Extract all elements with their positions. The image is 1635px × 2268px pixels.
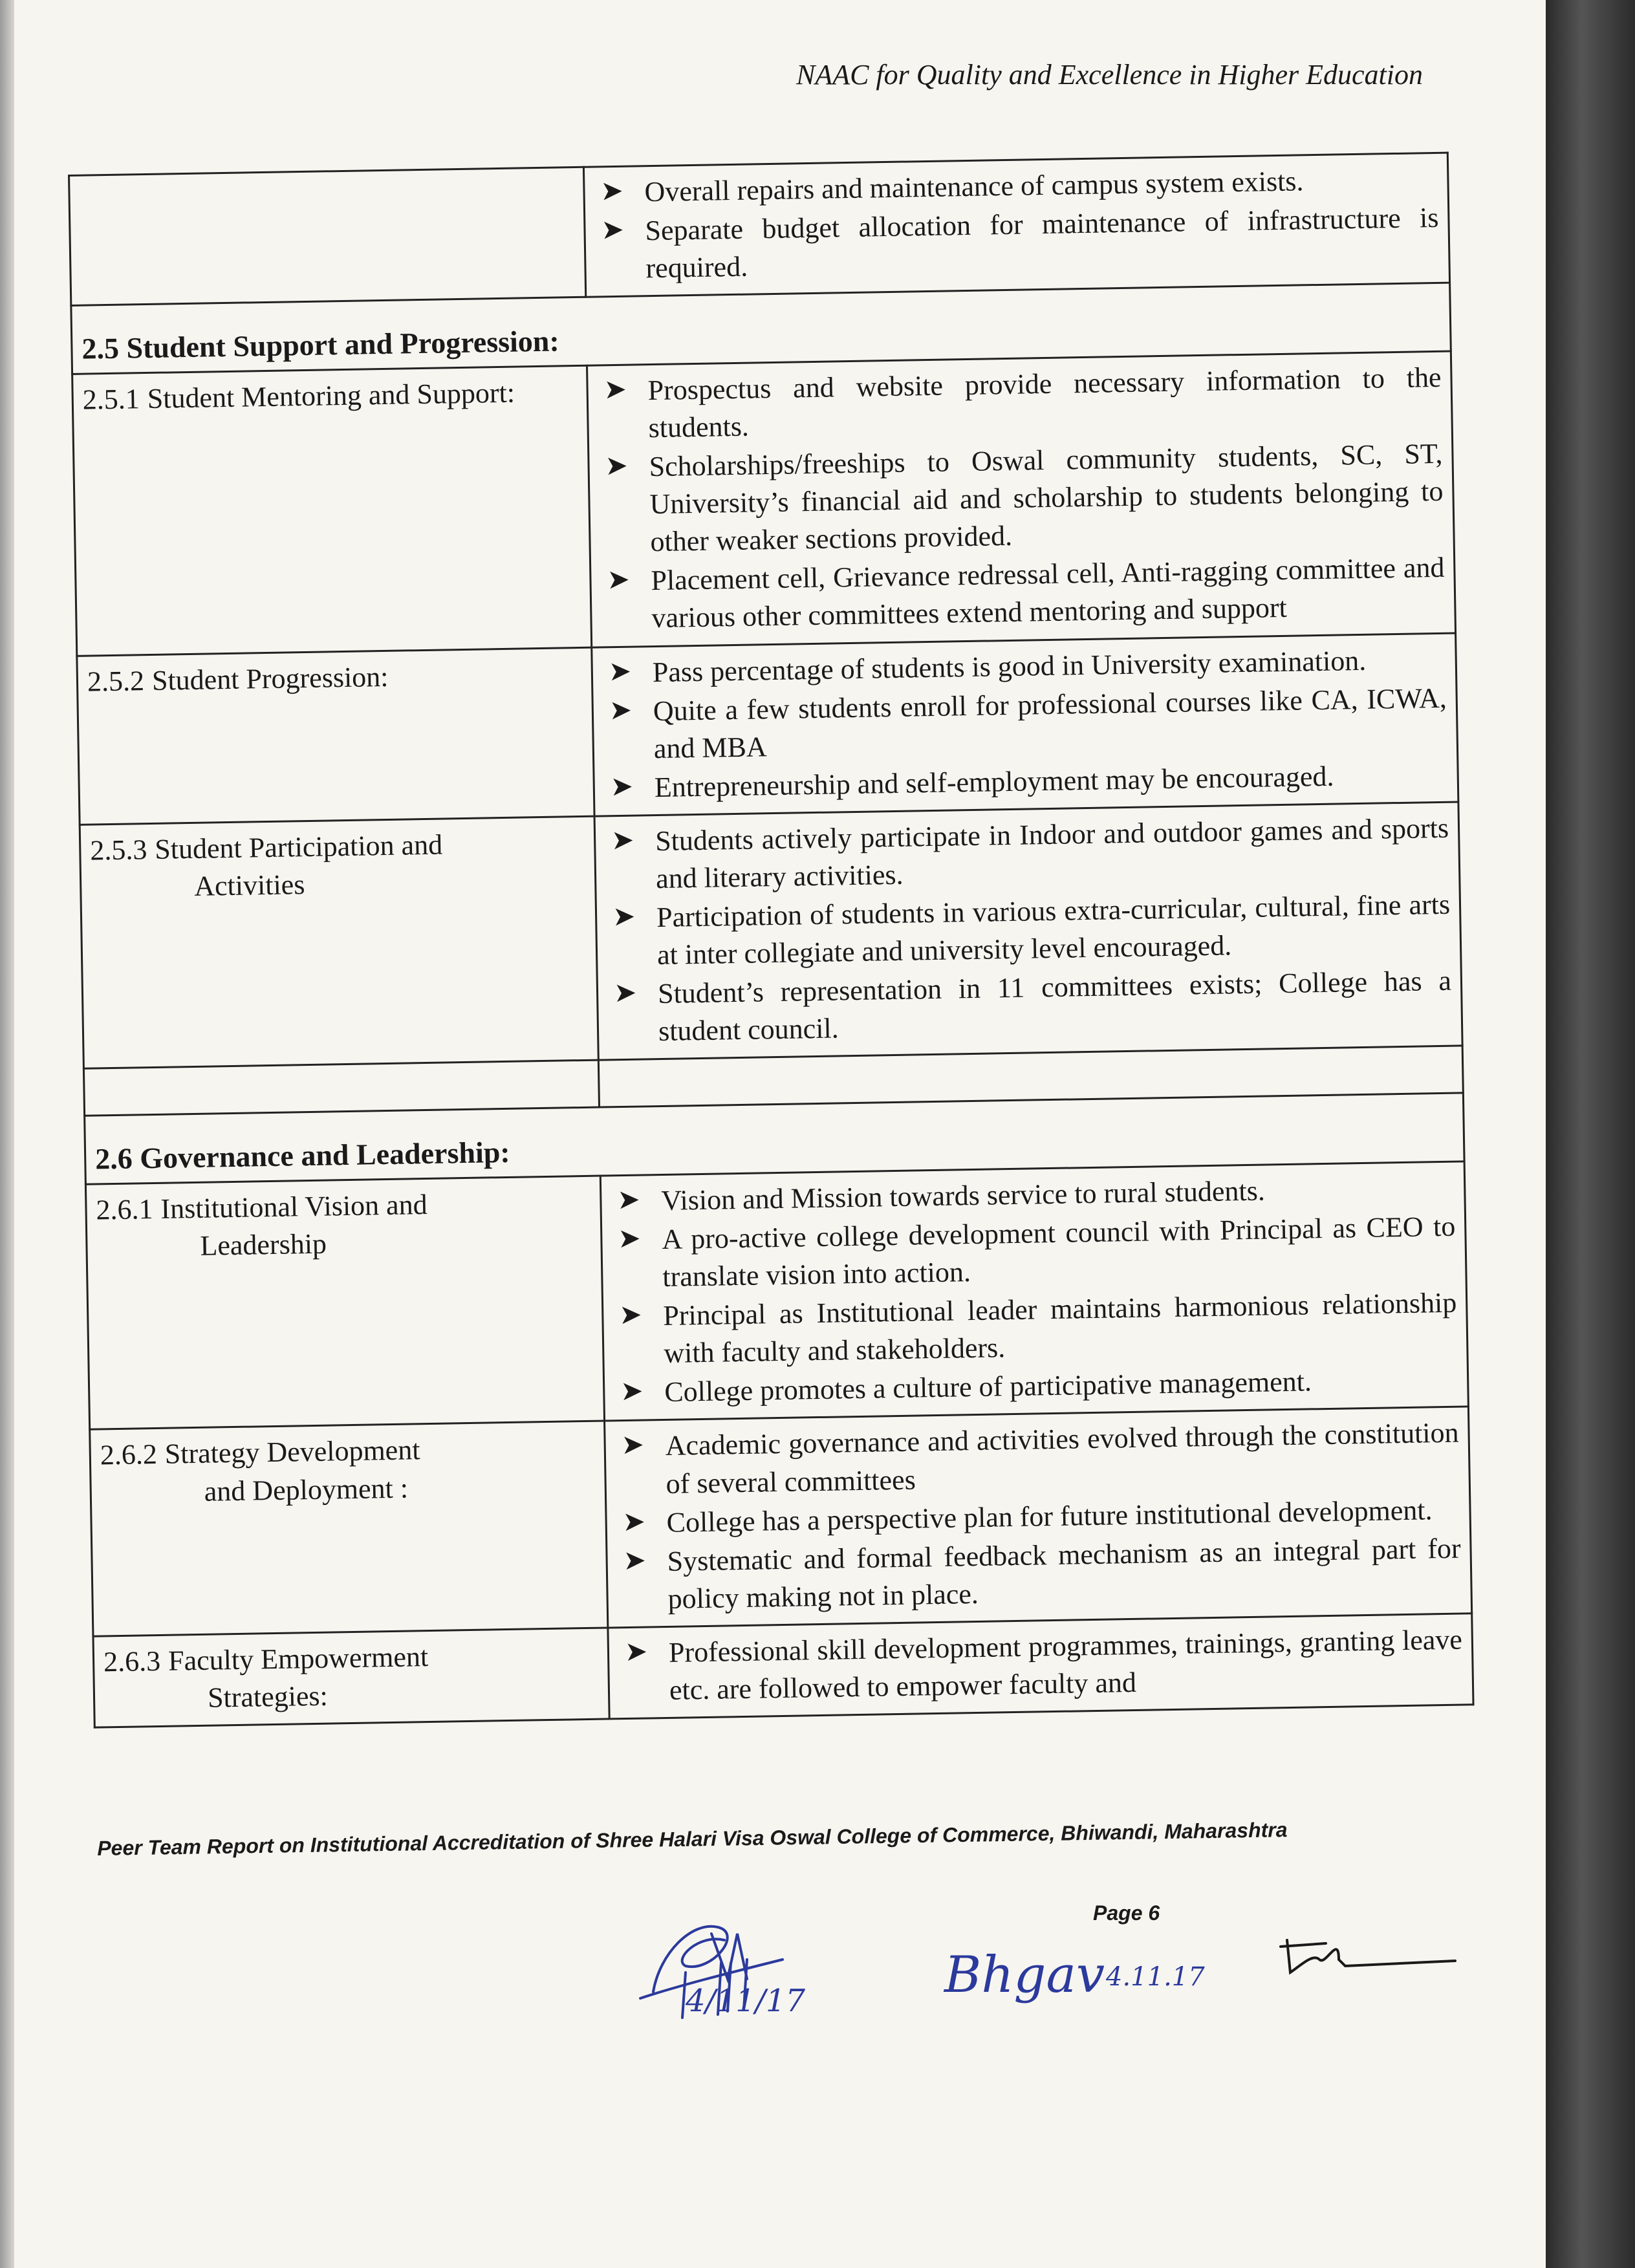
section-heading: 2.5 Student Support and Progression: [71, 283, 1451, 374]
observation-text: Separate budget allocation for maintenance of infrastructure is required. [645, 201, 1439, 285]
observation-item [612, 1284, 1458, 1374]
observation-text: Systematic and formal feedback mechanism as an integral part for policy making not in place. [667, 1532, 1461, 1615]
arrow-bullet-icon: ➤ [605, 451, 629, 482]
criterion-label: Institutional Vision and [160, 1189, 428, 1225]
arrow-bullet-icon: ➤ [617, 1185, 640, 1216]
page-binding [0, 0, 14, 2268]
observations-cell [592, 633, 1458, 816]
criterion-label-cell [77, 647, 594, 825]
criterion-number: 2.5.3 [89, 833, 147, 867]
observation-list [601, 640, 1448, 807]
criterion-label-continued: Activities [193, 868, 305, 902]
criterion-label-cell [72, 365, 592, 656]
signature-2-text: Bhgav [944, 1946, 1105, 2004]
table-row [72, 351, 1456, 656]
observation-text: Scholarships/freeships to Oswal community students, SC, ST, University’s financial aid and scholarship to students belonging to other weaker sections provided. [649, 437, 1444, 558]
criterion-number: 2.6.2 [100, 1438, 158, 1471]
observation-item [598, 435, 1444, 562]
observation-text: Placement cell, Grievance redressal cell, Anti-ragging committee and various other committees extend mentoring and support [651, 552, 1445, 634]
observation-item [602, 679, 1447, 768]
signature-2-date: 4.11.17 [1106, 1962, 1205, 1992]
signature-1-date: 4/11/17 [686, 1983, 806, 2019]
observations-cell [587, 351, 1456, 647]
observations-cell [605, 1407, 1472, 1627]
arrow-bullet-icon: ➤ [600, 176, 624, 207]
observation-list [618, 1621, 1464, 1710]
criterion-label-continued: Strategies: [207, 1679, 329, 1714]
section-heading: 2.6 Governance and Leadership: [85, 1093, 1464, 1184]
empty-cell [83, 1060, 599, 1116]
observation-text: Participation of students in various extra-curricular, cultural, fine arts at inter collegiate and university level encouraged. [656, 888, 1451, 971]
observations-cell [583, 153, 1449, 297]
observation-item [605, 810, 1450, 899]
observation-list [614, 1414, 1462, 1619]
criterion-label-continued: and Deployment : [204, 1472, 409, 1507]
observation-item [607, 962, 1453, 1052]
table-row [85, 1161, 1468, 1430]
criterion-number: 2.5.1 [82, 383, 140, 416]
criterion-number: 2.5.2 [87, 664, 145, 698]
criterion-label-cell [85, 1176, 604, 1430]
arrow-bullet-icon: ➤ [624, 1637, 648, 1667]
criterion-label: Strategy Development [164, 1434, 420, 1471]
arrow-bullet-icon: ➤ [608, 656, 632, 687]
criterion-label-cell [90, 1421, 608, 1636]
table-row [90, 1407, 1472, 1636]
observation-item [597, 359, 1442, 448]
observations-cell [608, 1614, 1473, 1719]
table-row [77, 633, 1458, 825]
observation-text: Prospectus and website provide necessary information to the students. [647, 361, 1442, 444]
arrow-bullet-icon: ➤ [611, 825, 634, 856]
page-edge-shadow [1546, 0, 1635, 2268]
criterion-number: 2.6.3 [103, 1645, 161, 1678]
arrow-bullet-icon: ➤ [620, 1376, 644, 1407]
observation-item [618, 1621, 1464, 1710]
observation-text: Students actively participate in Indoor and outdoor games and sports and literary activities. [655, 812, 1449, 894]
criterion-label-continued: Leadership [200, 1227, 327, 1262]
page-header: NAAC for Quality and Excellence in Higher Education [796, 59, 1423, 91]
arrow-bullet-icon: ➤ [623, 1546, 647, 1576]
observation-text: Vision and Mission towards service to rural students. [661, 1174, 1266, 1217]
arrow-bullet-icon: ➤ [610, 772, 634, 802]
arrow-bullet-icon: ➤ [609, 695, 633, 726]
observation-text: Academic governance and activities evolved through the constitution of several committees [665, 1417, 1459, 1500]
observation-text: Student’s representation in 11 committees exists; College has a student council. [657, 964, 1452, 1048]
observation-text: College promotes a culture of participative management. [664, 1365, 1312, 1409]
arrow-bullet-icon: ➤ [613, 978, 637, 1009]
arrow-bullet-icon: ➤ [612, 902, 636, 933]
observation-list [597, 359, 1446, 638]
observation-list [605, 810, 1453, 1052]
observation-item [594, 199, 1440, 288]
criterion-label-cell [80, 816, 598, 1069]
arrow-bullet-icon: ➤ [601, 215, 625, 246]
arrow-bullet-icon: ➤ [622, 1507, 646, 1537]
observation-text: Overall repairs and maintenance of campus system exists. [644, 165, 1304, 208]
criterion-label-continued [80, 212, 574, 221]
observation-text: Principal as Institutional leader maintains harmonious relationship with faculty and stakeholders. [662, 1286, 1457, 1370]
observations-cell [594, 802, 1462, 1061]
observation-text: Pass percentage of students is good in University examination. [652, 644, 1367, 688]
page-number: Page 6 [1093, 1901, 1160, 1925]
arrow-bullet-icon: ➤ [618, 1300, 642, 1331]
arrow-bullet-icon: ➤ [603, 374, 627, 405]
arrow-bullet-icon: ➤ [618, 1224, 641, 1255]
observation-text: Entrepreneurship and self-employment may be encouraged. [654, 760, 1334, 803]
arrow-bullet-icon: ➤ [607, 565, 631, 596]
page-footer: Peer Team Report on Institutional Accreditation of Shree Halari Visa Oswal College of Commerce, Bhiwandi, Maharashtra [97, 1818, 1288, 1860]
observation-item [614, 1414, 1460, 1504]
criterion-label-cell [69, 167, 586, 305]
observation-item [611, 1208, 1456, 1297]
arrow-bullet-icon: ➤ [621, 1430, 645, 1461]
observation-list [594, 160, 1440, 288]
observation-list [611, 1169, 1458, 1412]
criterion-label: Student Participation and [154, 828, 443, 865]
criterion-number: 2.6.1 [96, 1193, 153, 1226]
criterion-label: Faculty Empowerment [168, 1640, 429, 1677]
table-row [69, 153, 1450, 306]
table-row [80, 802, 1462, 1069]
observations-cell [600, 1161, 1468, 1421]
observation-text: College has a perspective plan for future institutional development. [666, 1493, 1433, 1539]
observation-item [606, 886, 1451, 975]
observation-text: A pro-active college development council with Principal as CEO to translate vision into action. [662, 1210, 1456, 1293]
observation-item [600, 549, 1446, 638]
observation-text: Professional skill development programmes, trainings, granting leave etc. are followed to empower faculty and [668, 1623, 1463, 1706]
criterion-label: Student Mentoring and Support: [147, 376, 515, 415]
assessment-table [68, 152, 1475, 1729]
signatures [614, 1895, 1520, 2037]
observation-item [616, 1529, 1462, 1619]
criterion-label-cell [93, 1628, 609, 1727]
criterion-label: Student Progression: [151, 660, 389, 697]
observation-text: Quite a few students enroll for professional courses like CA, ICWA, and MBA [653, 682, 1447, 764]
